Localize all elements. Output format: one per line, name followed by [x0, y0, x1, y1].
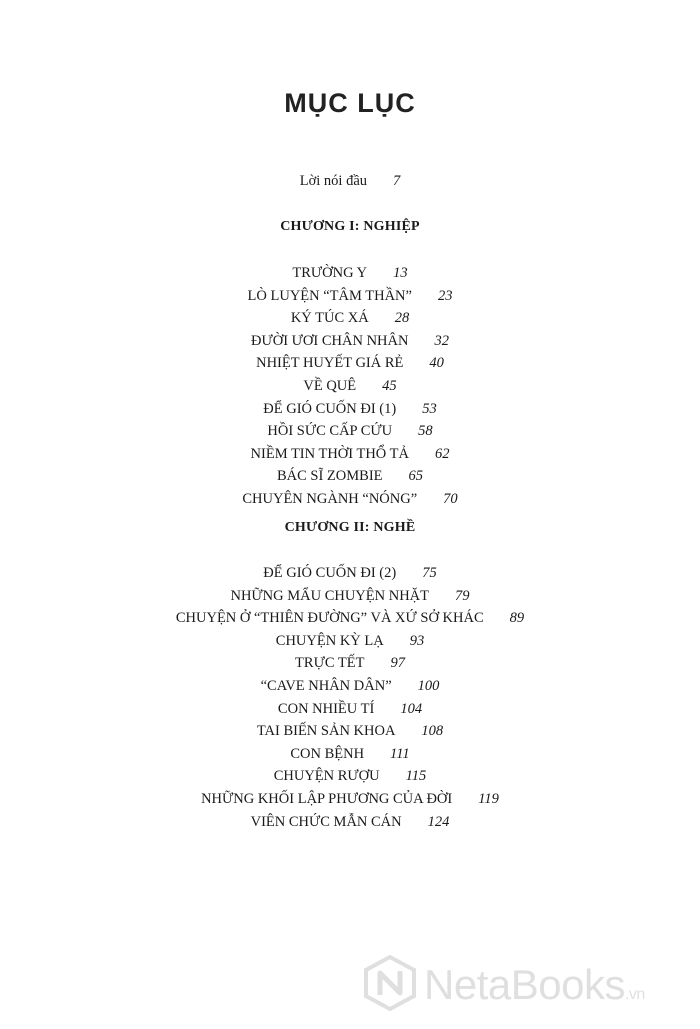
toc-chapter-1: [0, 216, 700, 511]
toc-entry-label: “CAVE NHÂN DÂN”: [260, 677, 392, 694]
toc-entry-page: 79: [455, 587, 470, 604]
toc-entry-page: 75: [422, 565, 437, 581]
toc-entry-page: 45: [382, 377, 397, 394]
toc-entry: [0, 585, 700, 608]
toc-entry-label: NHIỆT HUYẾT GIÁ RẺ: [256, 355, 404, 372]
toc-entry-label: TRỰC TẾT: [295, 655, 365, 672]
toc-entry-page: 23: [437, 287, 453, 304]
toc-entry-page: 124: [427, 813, 450, 830]
page-title: MỤC LỤC: [284, 88, 416, 118]
toc-entry-label: NHỮNG KHỐI LẬP PHƯƠNG CỦA ĐỜI: [201, 790, 453, 807]
toc-entry-label: ĐƯỜI ƯƠI CHÂN NHÂN: [251, 332, 409, 349]
toc-entry-page: 40: [429, 355, 444, 372]
toc-entry: [0, 285, 700, 308]
toc-entry-label: ĐỂ GIÓ CUỐN ĐI (1): [263, 400, 397, 417]
toc-entry: [0, 398, 700, 421]
toc-entry-label: LÒ LUYỆN “TÂM THẦN”: [247, 287, 412, 304]
toc-entry-page: 115: [405, 768, 427, 785]
toc-entry-label: CHUYÊN NGÀNH “NÓNG”: [242, 490, 418, 507]
toc-entry: [0, 420, 700, 443]
chapter-2-list: [0, 562, 700, 833]
toc-entry: [0, 675, 700, 698]
toc-entry: [0, 811, 700, 834]
toc-entry-intro: [0, 170, 700, 193]
toc-entry: [0, 720, 700, 743]
toc-intro: [0, 170, 700, 193]
toc-entry-label: NHỮNG MẨU CHUYỆN NHẶT: [230, 587, 430, 604]
toc-entry-page: 89: [509, 610, 525, 627]
toc-entry-page: 7: [393, 173, 401, 189]
chapter-1-list: [0, 262, 700, 511]
toc-entry-label: CON BỆNH: [290, 745, 365, 762]
toc-entry-page: 100: [417, 677, 440, 694]
toc-entry-label: CHUYỆN KỲ LẠ: [275, 632, 384, 649]
toc-entry: [0, 488, 700, 511]
toc-entry: [0, 607, 700, 630]
toc-entry: [0, 562, 700, 585]
toc-entry-page: 104: [400, 700, 423, 717]
toc-entry-label: VIÊN CHỨC MẪN CÁN: [250, 813, 402, 830]
toc-entry: [0, 698, 700, 721]
toc-entry-label: BÁC SĨ ZOMBIE: [276, 468, 383, 485]
toc-entry: [0, 743, 700, 766]
toc-entry: [0, 330, 700, 353]
toc-entry: [0, 262, 700, 285]
toc-entry-label: CHUYỆN RƯỢU: [273, 768, 380, 785]
toc-entry: [0, 652, 700, 675]
toc-entry: [0, 465, 700, 488]
watermark-text: NetaBooks.vn: [424, 961, 645, 1008]
toc-entry-label: TAI BIẾN SẢN KHOA: [256, 723, 396, 740]
netabooks-logo-icon: [364, 955, 416, 1016]
toc-entry: [0, 352, 700, 375]
toc-entry-page: 13: [393, 265, 408, 281]
toc-entry-label: KÝ TÚC XÁ: [290, 310, 369, 327]
toc-entry: [0, 375, 700, 398]
toc-entry-label: NIỀM TIN THỜI THỔ TẢ: [250, 445, 409, 462]
watermark: [364, 955, 645, 1015]
toc-entry-page: 62: [434, 445, 450, 462]
toc-entry-page: 65: [408, 468, 424, 485]
toc-entry-page: 108: [421, 723, 444, 740]
toc-entry-page: 93: [409, 632, 425, 649]
toc-entry: [0, 630, 700, 653]
toc-entry-label: CON NHIỀU TÍ: [277, 700, 375, 717]
toc-entry-page: 53: [422, 400, 437, 417]
toc-entry-page: 58: [418, 423, 433, 440]
toc-entry: [0, 788, 700, 811]
chapter-heading: CHƯƠNG I: NGHIỆP: [280, 219, 420, 234]
toc-entry: [0, 765, 700, 788]
chapter-heading: CHƯƠNG II: NGHỀ: [284, 520, 416, 535]
toc-entry-label: ĐỂ GIÓ CUỐN ĐI (2): [263, 565, 397, 581]
toc-entry-page: 32: [434, 332, 449, 349]
toc-entry: [0, 307, 700, 330]
toc-chapter-2: [0, 517, 700, 833]
toc-entry-page: 119: [478, 790, 499, 807]
toc-entry: [0, 443, 700, 466]
toc-entry-label: TRƯỜNG Y: [292, 265, 368, 281]
toc-entry-label: Lời nói đầu: [299, 173, 368, 189]
toc-entry-page: 28: [394, 310, 410, 327]
toc-entry-page: 111: [390, 745, 410, 762]
toc-entry-label: CHUYỆN Ở “THIÊN ĐƯỜNG” VÀ XỨ SỞ KHÁC: [175, 610, 484, 627]
toc-entry-label: HỒI SỨC CẤP CỨU: [267, 423, 393, 440]
toc-entry-page: 97: [390, 655, 405, 672]
toc-entry-label: VỀ QUÊ: [303, 377, 357, 394]
toc-entry-page: 70: [443, 490, 458, 507]
